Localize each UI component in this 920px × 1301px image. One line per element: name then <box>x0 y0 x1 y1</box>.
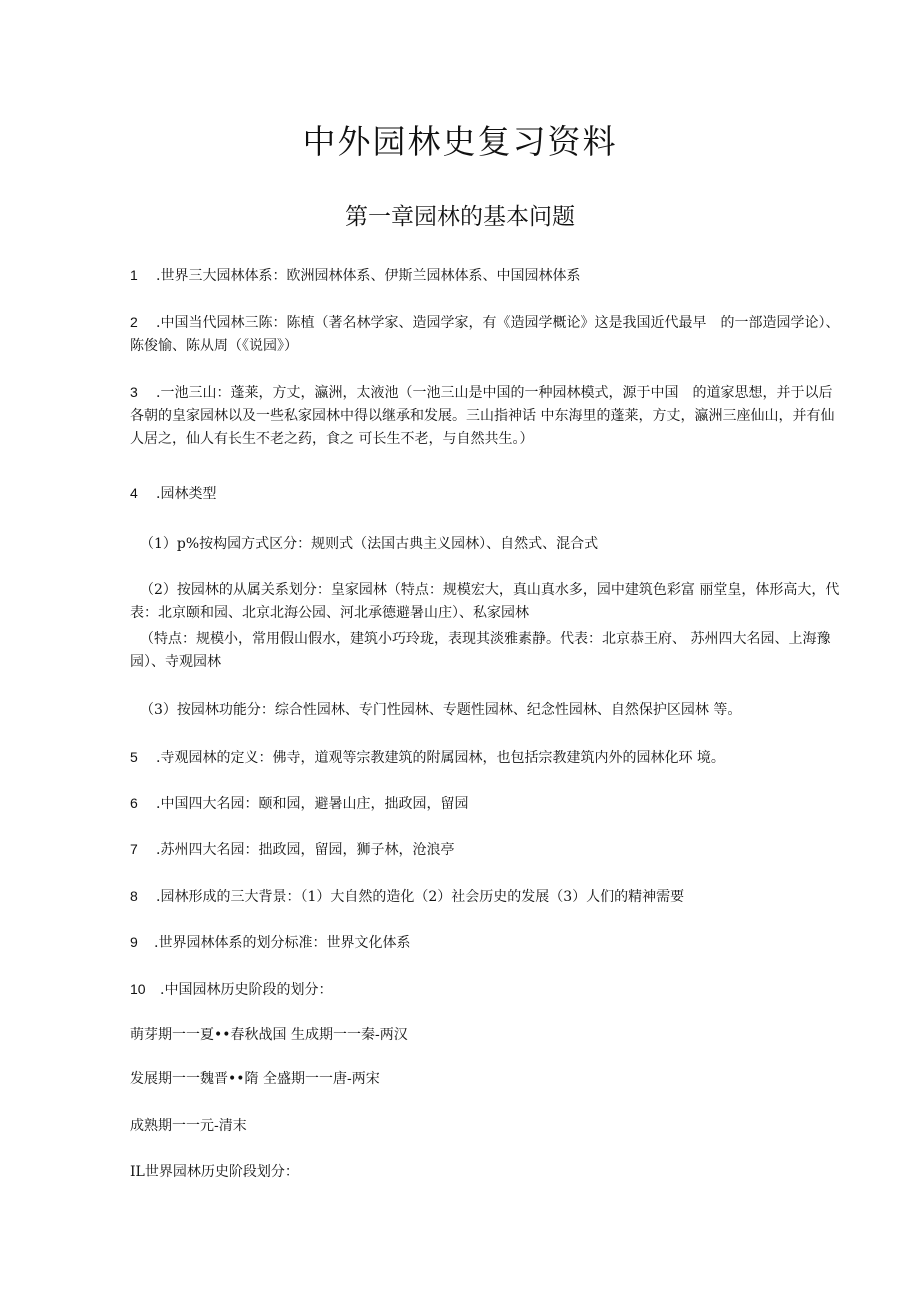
list-item <box>130 264 860 288</box>
sub-item-continued <box>130 628 846 674</box>
list-item <box>130 381 846 451</box>
period-line <box>130 1068 860 1091</box>
item-number: 4 <box>130 485 138 501</box>
sub-item <box>140 699 870 722</box>
period-line <box>130 1115 860 1138</box>
item-number: 3 <box>130 384 138 400</box>
item-text: 萌芽期一一夏••春秋战国 生成期一一秦-两汉 <box>130 1027 408 1043</box>
item-text: （1）p%按构园方式区分：规则式（法国古典主义园林）、自然式、混合式 <box>140 536 599 552</box>
item-text: 成熟期一一元-清末 <box>130 1118 247 1134</box>
item-text: .中国当代园林三陈：陈植（著名林学家、造园学家，有《造园学概论》这是我国近代最早 的一部造园学论）、陈俊愉、陈从周（《说园》） <box>130 315 840 354</box>
item-text: （2）按园林的从属关系划分：皇家园林（特点：规模宏大，真山真水多，园中建筑色彩富 丽堂皇，体形高大，代表：北京颐和园、北京北海公园、河北承德避暑山庄）、私家园林 <box>130 582 840 621</box>
list-item <box>130 931 860 955</box>
item-number: 7 <box>130 841 138 857</box>
list-item <box>130 746 860 770</box>
item-number: 8 <box>130 888 138 904</box>
item-number: 10 <box>130 981 146 997</box>
document-title: 中外园林史复习资料 <box>302 122 618 161</box>
list-item <box>130 838 860 862</box>
item-number: 1 <box>130 267 138 283</box>
item-number: 5 <box>130 749 138 765</box>
period-line <box>130 1024 860 1047</box>
item-text: .园林形成的三大背景：（1）大自然的造化（2）社会历史的发展（3）人们的精神需要 <box>156 889 685 905</box>
item-text: IL世界园林历史阶段划分： <box>130 1164 299 1180</box>
item-text: （3）按园林功能分：综合性园林、专门性园林、专题性园林、纪念性园林、自然保护区园林 等。 <box>140 702 742 718</box>
list-item <box>130 311 846 358</box>
list-item <box>130 978 860 1002</box>
item-text: .寺观园林的定义：佛寺，道观等宗教建筑的附属园林，也包括宗教建筑内外的园林化环 境。 <box>156 750 725 766</box>
item-text: .苏州四大名园：拙政园，留园，狮子林，沧浪亭 <box>156 842 455 858</box>
item-text: .中国园林历史阶段的划分： <box>160 982 333 998</box>
item-text: .一池三山：蓬莱，方丈，瀛洲，太液池（一池三山是中国的一种园林模式，源于中国 的道家思想，并于以后各朝的皇家园林以及一些私家园林中得以继承和发展。三山指神话 中东海里的蓬莱，方丈，瀛洲三座仙山，并有仙人居之，仙人有长生不老之药，食之 可长生不老，与自然共生。） <box>130 385 835 447</box>
item-number: 6 <box>130 795 138 811</box>
chapter-title: 第一章园林的基本问题 <box>345 204 575 230</box>
item-number: 9 <box>130 934 138 950</box>
sub-item <box>130 579 846 625</box>
list-item <box>130 482 860 506</box>
item-text: .中国四大名园：颐和园，避暑山庄，拙政园，留园 <box>156 796 469 812</box>
item-text: 发展期一一魏晋••隋 全盛期一一唐-两宋 <box>130 1071 380 1087</box>
list-item <box>130 1161 860 1184</box>
item-text: .园林类型 <box>156 486 217 502</box>
list-item <box>130 885 860 909</box>
item-text: .世界园林体系的划分标准：世界文化体系 <box>154 935 411 951</box>
list-item <box>130 792 860 816</box>
sub-item <box>140 533 870 556</box>
item-text: .世界三大园林体系：欧洲园林体系、伊斯兰园林体系、中国园林体系 <box>156 268 581 284</box>
item-number: 2 <box>130 314 138 330</box>
item-text: （特点：规模小，常用假山假水，建筑小巧玲珑，表现其淡雅素静。代表：北京恭王府、 苏州四大名园、上海豫园）、寺观园林 <box>130 631 831 670</box>
